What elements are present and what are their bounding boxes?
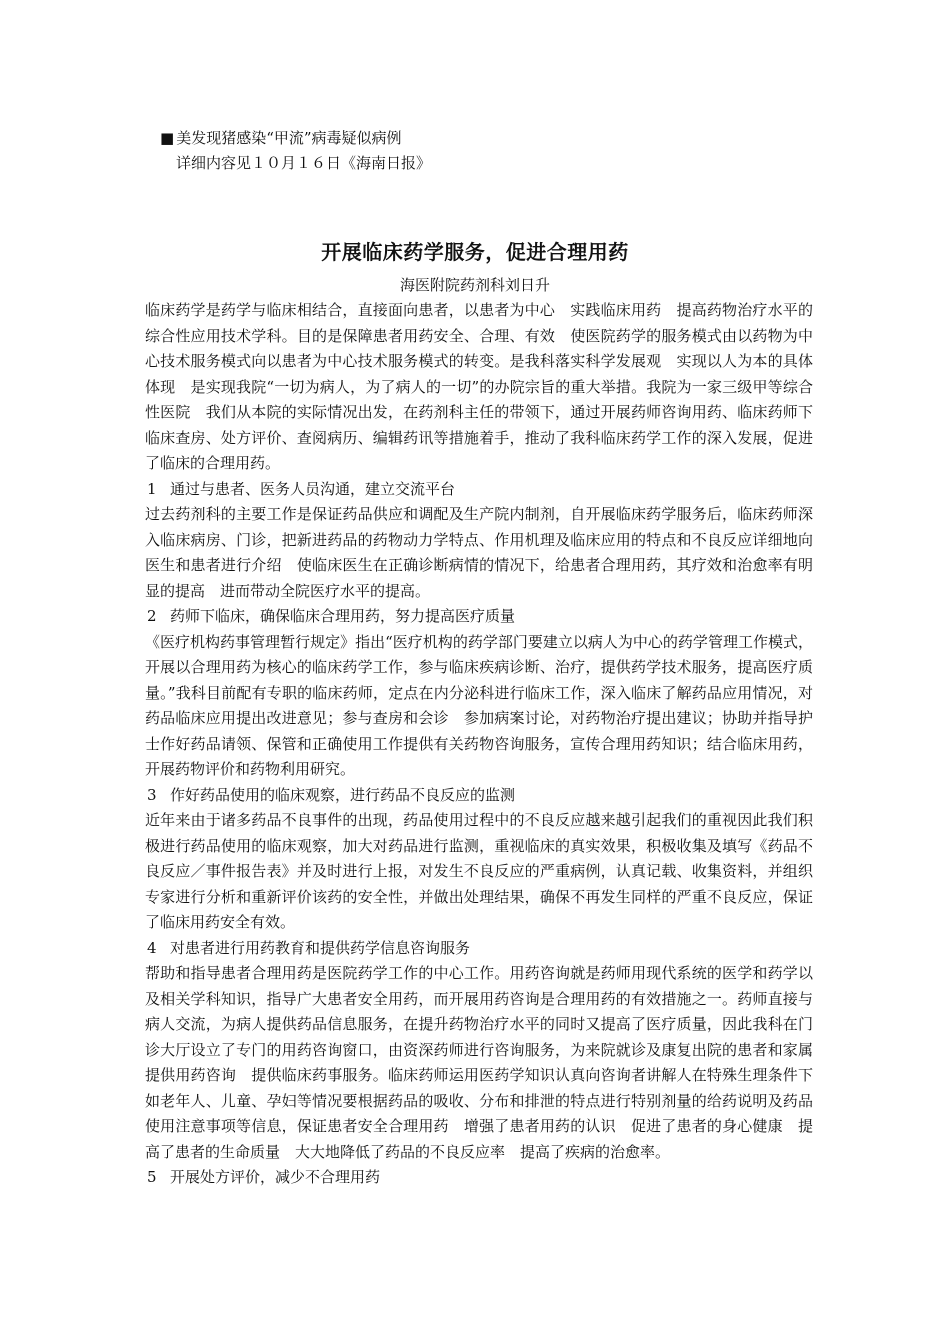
section-paragraph-2: 《医疗机构药事管理暂行规定》指出“医疗机构的药学部门要建立以病人为中心的药学管理工作模式，开展以合理用药为核心的临床药学工作，参与临床疾病诊断、治疗，提供药学技术服务，提高医疗质量。”我科目前配有专职的临床药师，定点在内分泌科进行临床工作，深入临床了解药品应用情况，对药品临床应用提出改进意见；参与查房和会诊 参加病案讨论，对药物治疗提出建议；协助并指导护士作好药品请领、保管和正确使用工作提供有关药物咨询服务，宣传合理用药知识；结合临床用药，开展药物评价和药物利用研究。 (145, 632, 813, 778)
section-paragraph-3: 近年来由于诸多药品不良事件的出现，药品使用过程中的不良反应越来越引起我们的重视因此我们积极进行药品使用的临床观察，加大对药品进行监测，重视临床的真实效果，积极收集及填写《药品不良反应／事件报告表》并及时进行上报，对发生不良反应的严重病例，认真记载、收集资料，并组织专家进行分析和重新评价该药的安全性，并做出处理结果，确保不再发生同样的严重不良反应，保证了临床用药安全有效。 (145, 811, 813, 931)
article-body (145, 298, 829, 1191)
news-title-line (160, 126, 431, 151)
section-number: 5 (147, 1168, 157, 1186)
section-paragraph-1: 过去药剂科的主要工作是保证药品供应和调配及生产院内制剂，自开展临床药学服务后，临床药师深入临床病房、门诊，把新进药品的药物动力学特点、作用机理及临床应用的特点和不良反应详细地向医生和患者进行介绍 使临床医生在正确诊断病情的情况下，给患者合理用药，其疗效和治愈率有明显的提高 进而带动全院医疗水平的提高。 (145, 505, 813, 600)
section-number: 1 (147, 479, 157, 498)
section-heading-text: 开展处方评价，减少不合理用药 (170, 1168, 381, 1186)
news-detail: 详细内容见１０月１６日《海南日报》 (176, 154, 432, 172)
section-heading-text: 对患者进行用药教育和提供药学信息咨询服务 (170, 938, 471, 957)
section-paragraph-4: 帮助和指导患者合理用药是医院药学工作的中心工作。用药咨询就是药师用现代系统的医学和药学以及相关学科知识，指导广大患者安全用药，而开展用药咨询是合理用药的有效措施之一。药师直接与病人交流，为病人提供药品信息服务，在提升药物治疗水平的同时又提高了医疗质量，因此我科在门诊大厅设立了专门的用药咨询窗口，由资深药师进行咨询服务，为来院就诊及康复出院的患者和家属提供用药咨询 提供临床药事服务。临床药师运用医药学知识认真向咨询者讲解人在特殊生理条件下 如老年人、儿童、孕妇等情况要根据药品的吸收、分布和排泄的特点进行特别剂量的给药说明及药品使用注意事项等信息，保证患者安全合理用药 增强了患者用药的认识 促进了患者的身心健康 提高了患者的生命质量 大大地降低了药品的不良反应率 提高了疾病的治愈率。 (145, 964, 829, 1161)
square-bullet-icon: ■ (160, 129, 175, 147)
section-heading-2 (145, 604, 813, 630)
section-number: 4 (147, 938, 157, 957)
section-heading-text: 作好药品使用的临床观察，进行药品不良反应的监测 (170, 785, 516, 804)
article-author: 海医附院药剂科刘日升 (399, 276, 550, 294)
article-title: 开展临床药学服务，促进合理用药 (321, 240, 629, 264)
news-title: 美发现猪感染“甲流”病毒疑似病例 (176, 129, 402, 147)
news-brief (160, 126, 431, 176)
section-heading-3 (145, 783, 813, 809)
section-heading-5 (145, 1165, 813, 1191)
section-heading-4 (145, 936, 813, 962)
section-heading-text: 药师下临床，确保临床合理用药，努力提高医疗质量 (170, 607, 516, 625)
section-number: 2 (147, 607, 157, 625)
section-number: 3 (147, 785, 157, 804)
intro-paragraph: 临床药学是药学与临床相结合，直接面向患者，以患者为中心 实践临床用药 提高药物治疗水平的综合性应用技术学科。目的是保障患者用药安全、合理、有效 使医院药学的服务模式由以药物为中心技术服务模式向以患者为中心技术服务模式的转变。是我科落实科学发展观 实现以人为本的具体体现 是实现我院“一切为病人，为了病人的一切”的办院宗旨的重大举措。我院为一家三级甲等综合性医院 我们从本院的实际情况出发，在药剂科主任的带领下，通过开展药师咨询用药、临床药师下临床查房、处方评价、查阅病历、编辑药讯等措施着手，推动了我科临床药学工作的深入发展，促进了临床的合理用药。 (145, 301, 813, 472)
section-heading-text: 通过与患者、医务人员沟通，建立交流平台 (170, 479, 456, 498)
section-heading-1 (145, 477, 813, 503)
